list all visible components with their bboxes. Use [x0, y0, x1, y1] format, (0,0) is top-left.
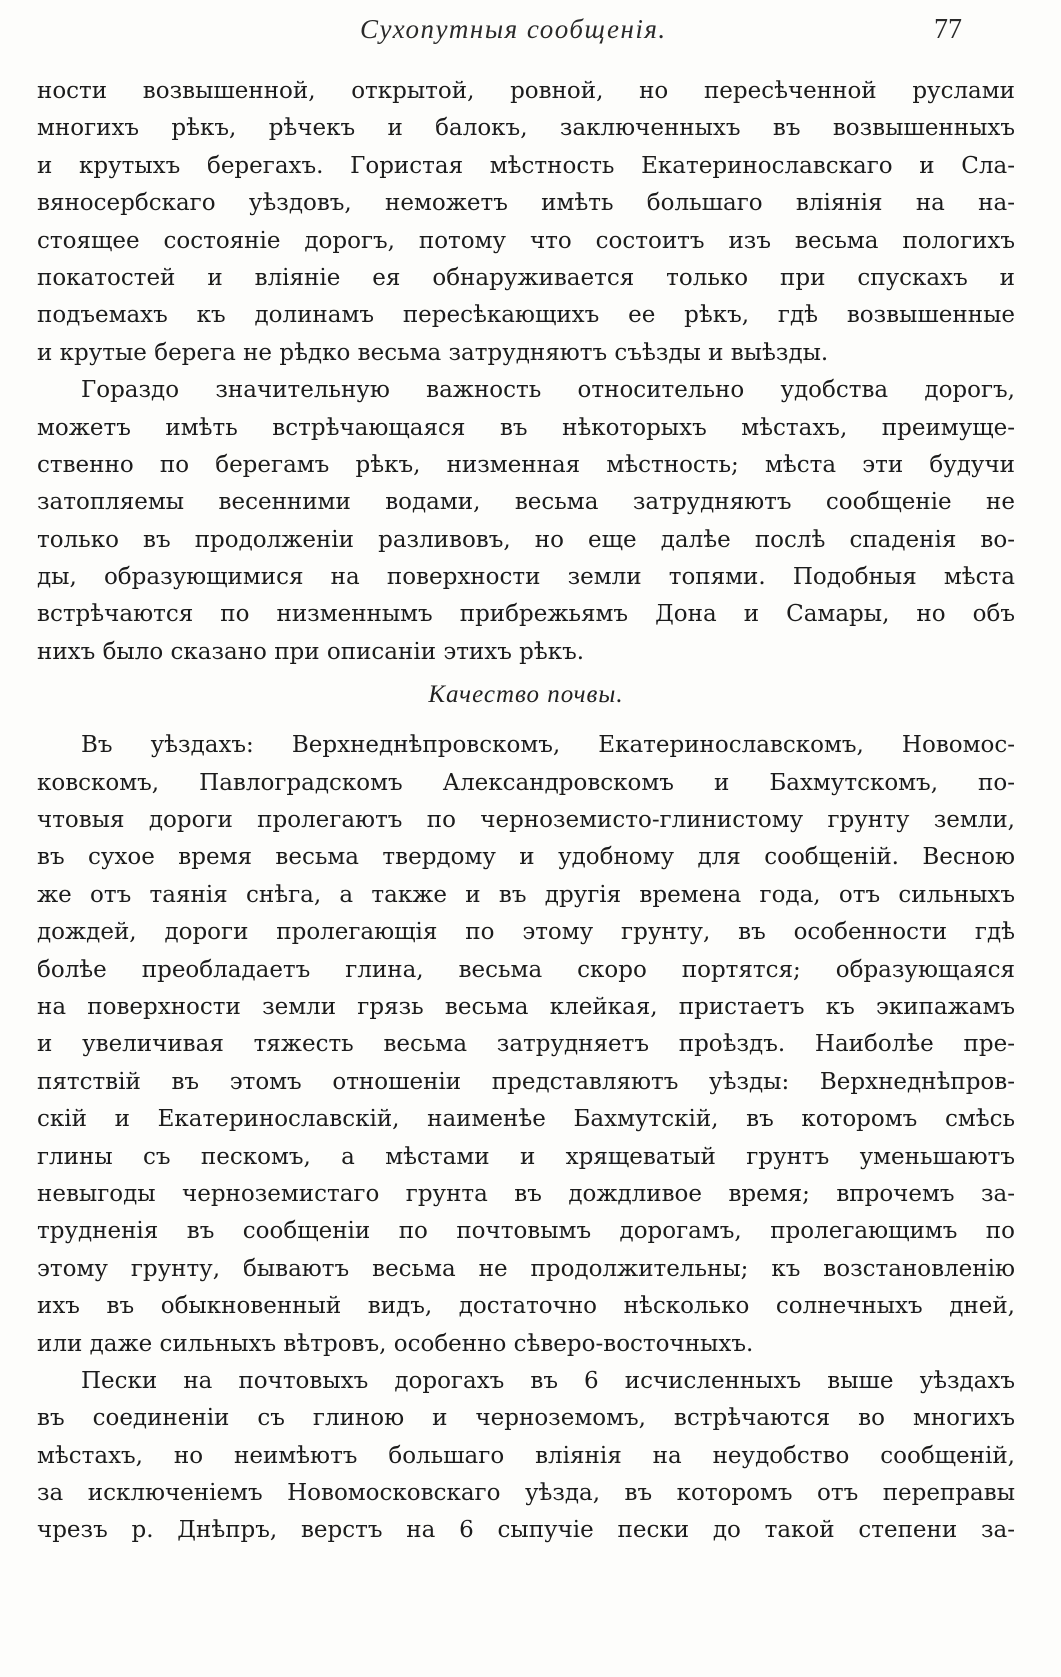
text-line: глины съ пескомъ, а мѣстами и хрящеватый грунтъ уменьшаютъ [37, 1143, 1015, 1170]
text-line: чрезъ р. Днѣпръ, верстъ на 6 сыпучіе пески до такой степени за- [37, 1517, 1015, 1544]
text-line: чтовыя дороги пролегаютъ по черноземисто-глинистому грунту земли, [37, 807, 1015, 834]
text-line: Пески на почтовыхъ дорогахъ въ 6 исчисленныхъ выше уѣздахъ [81, 1367, 1015, 1394]
text-line: и крутыхъ берегахъ. Гористая мѣстность Екатеринославскаго и Сла- [37, 152, 1015, 179]
text-line: болѣе преобладаетъ глина, весьма скоро портятся; образующаяся [37, 956, 1015, 983]
text-line: этому грунту, бываютъ весьма не продолжительны; къ возстановленію [37, 1255, 1015, 1282]
text-line: въ соединеніи съ глиною и черноземомъ, встрѣчаются во многихъ [37, 1405, 1015, 1432]
text-line: затопляемы весенними водами, весьма затрудняютъ сообщеніе не [37, 489, 1015, 516]
text-line: ковскомъ, Павлоградскомъ Александровскомъ и Бахмутскомъ, по- [37, 769, 1015, 796]
text-line: ственно по берегамъ рѣкъ, низменная мѣстность; мѣста эти будучи [37, 451, 1015, 478]
text-line: только въ продолженіи разливовъ, но еще далѣе послѣ спаденія во- [37, 526, 1015, 553]
text-line: пятствій въ этомъ отношеніи представляютъ уѣзды: Верхнеднѣпров- [37, 1068, 1015, 1095]
paragraph-soil [37, 727, 1015, 1363]
text-line: дождей, дороги пролегающія по этому грунту, въ особенности гдѣ [37, 919, 1015, 946]
text-line: или даже сильныхъ вѣтровъ, особенно сѣверо-восточныхъ. [37, 1330, 754, 1357]
text-line: встрѣчаются по низменнымъ прибрежьямъ Дона и Самары, но объ [37, 601, 1015, 628]
text-line: многихъ рѣкъ, рѣчекъ и балокъ, заключенныхъ въ возвышенныхъ [37, 115, 1015, 142]
text-line: Гораздо значительную важность относительно удобства дорогъ, [81, 377, 1015, 404]
text-line: на поверхности земли грязь весьма клейкая, пристаетъ къ экипажамъ [37, 993, 1015, 1020]
text-line: и увеличивая тяжесть весьма затрудняетъ проѣздъ. Наиболѣе пре- [37, 1031, 1015, 1058]
text-line: мѣстахъ, но неимѣютъ большаго вліянія на неудобство сообщеній, [37, 1442, 1015, 1469]
text-line: въ сухое время весьма твердому и удобному для сообщеній. Весною [37, 844, 1015, 871]
body-text [37, 73, 1015, 1550]
text-line: и крутые берега не рѣдко весьма затрудняютъ съѣзды и выѣзды. [37, 339, 829, 366]
text-line: можетъ имѣть встрѣчающаяся въ нѣкоторыхъ мѣстахъ, преимуще- [37, 414, 1015, 441]
paragraph-sands [37, 1363, 1015, 1550]
text-line: ды, образующимися на поверхности земли топями. Подобныя мѣста [37, 564, 1015, 591]
paragraph-terrain [37, 73, 1015, 372]
text-line: подъемахъ къ долинамъ пересѣкающихъ ее рѣкъ, гдѣ возвышенные [37, 302, 1015, 329]
text-line: ихъ въ обыкновенный видъ, достаточно нѣсколько солнечныхъ дней, [37, 1293, 1015, 1320]
text-line: Въ уѣздахъ: Верхнеднѣпровскомъ, Екатеринославскомъ, Новомос- [81, 732, 1015, 759]
text-line: невыгоды черноземистаго грунта въ дождливое время; впрочемъ за- [37, 1180, 1015, 1207]
text-line: нихъ было сказано при описаніи этихъ рѣкъ. [37, 638, 585, 665]
paragraph-lowlands [37, 372, 1015, 671]
section-heading: Качество почвы. [428, 681, 624, 709]
text-line: вяносербскаго уѣздовъ, неможетъ имѣть большаго вліянія на на- [37, 190, 1015, 217]
page-number: 77 [934, 14, 962, 45]
text-line: покатостей и вліяніе ея обнаруживается только при спускахъ и [37, 264, 1015, 291]
text-line: ности возвышенной, открытой, ровной, но пересѣченной руслами [37, 78, 1015, 104]
text-line: скій и Екатеринославскій, наименѣе Бахмутскій, въ которомъ смѣсь [37, 1106, 1015, 1133]
text-line: трудненія въ сообщеніи по почтовымъ дорогамъ, пролегающимъ по [37, 1218, 1015, 1245]
text-line: же отъ таянія снѣга, а также и въ другія времена года, отъ сильныхъ [37, 881, 1015, 908]
text-line: стоящее состояніе дорогъ, потому что состоитъ изъ весьма пологихъ [37, 227, 1015, 254]
running-head-title: Сухопутныя сообщенія. [360, 14, 667, 44]
text-line: за исключеніемъ Новомосковскаго уѣзда, въ которомъ отъ переправы [37, 1480, 1015, 1507]
